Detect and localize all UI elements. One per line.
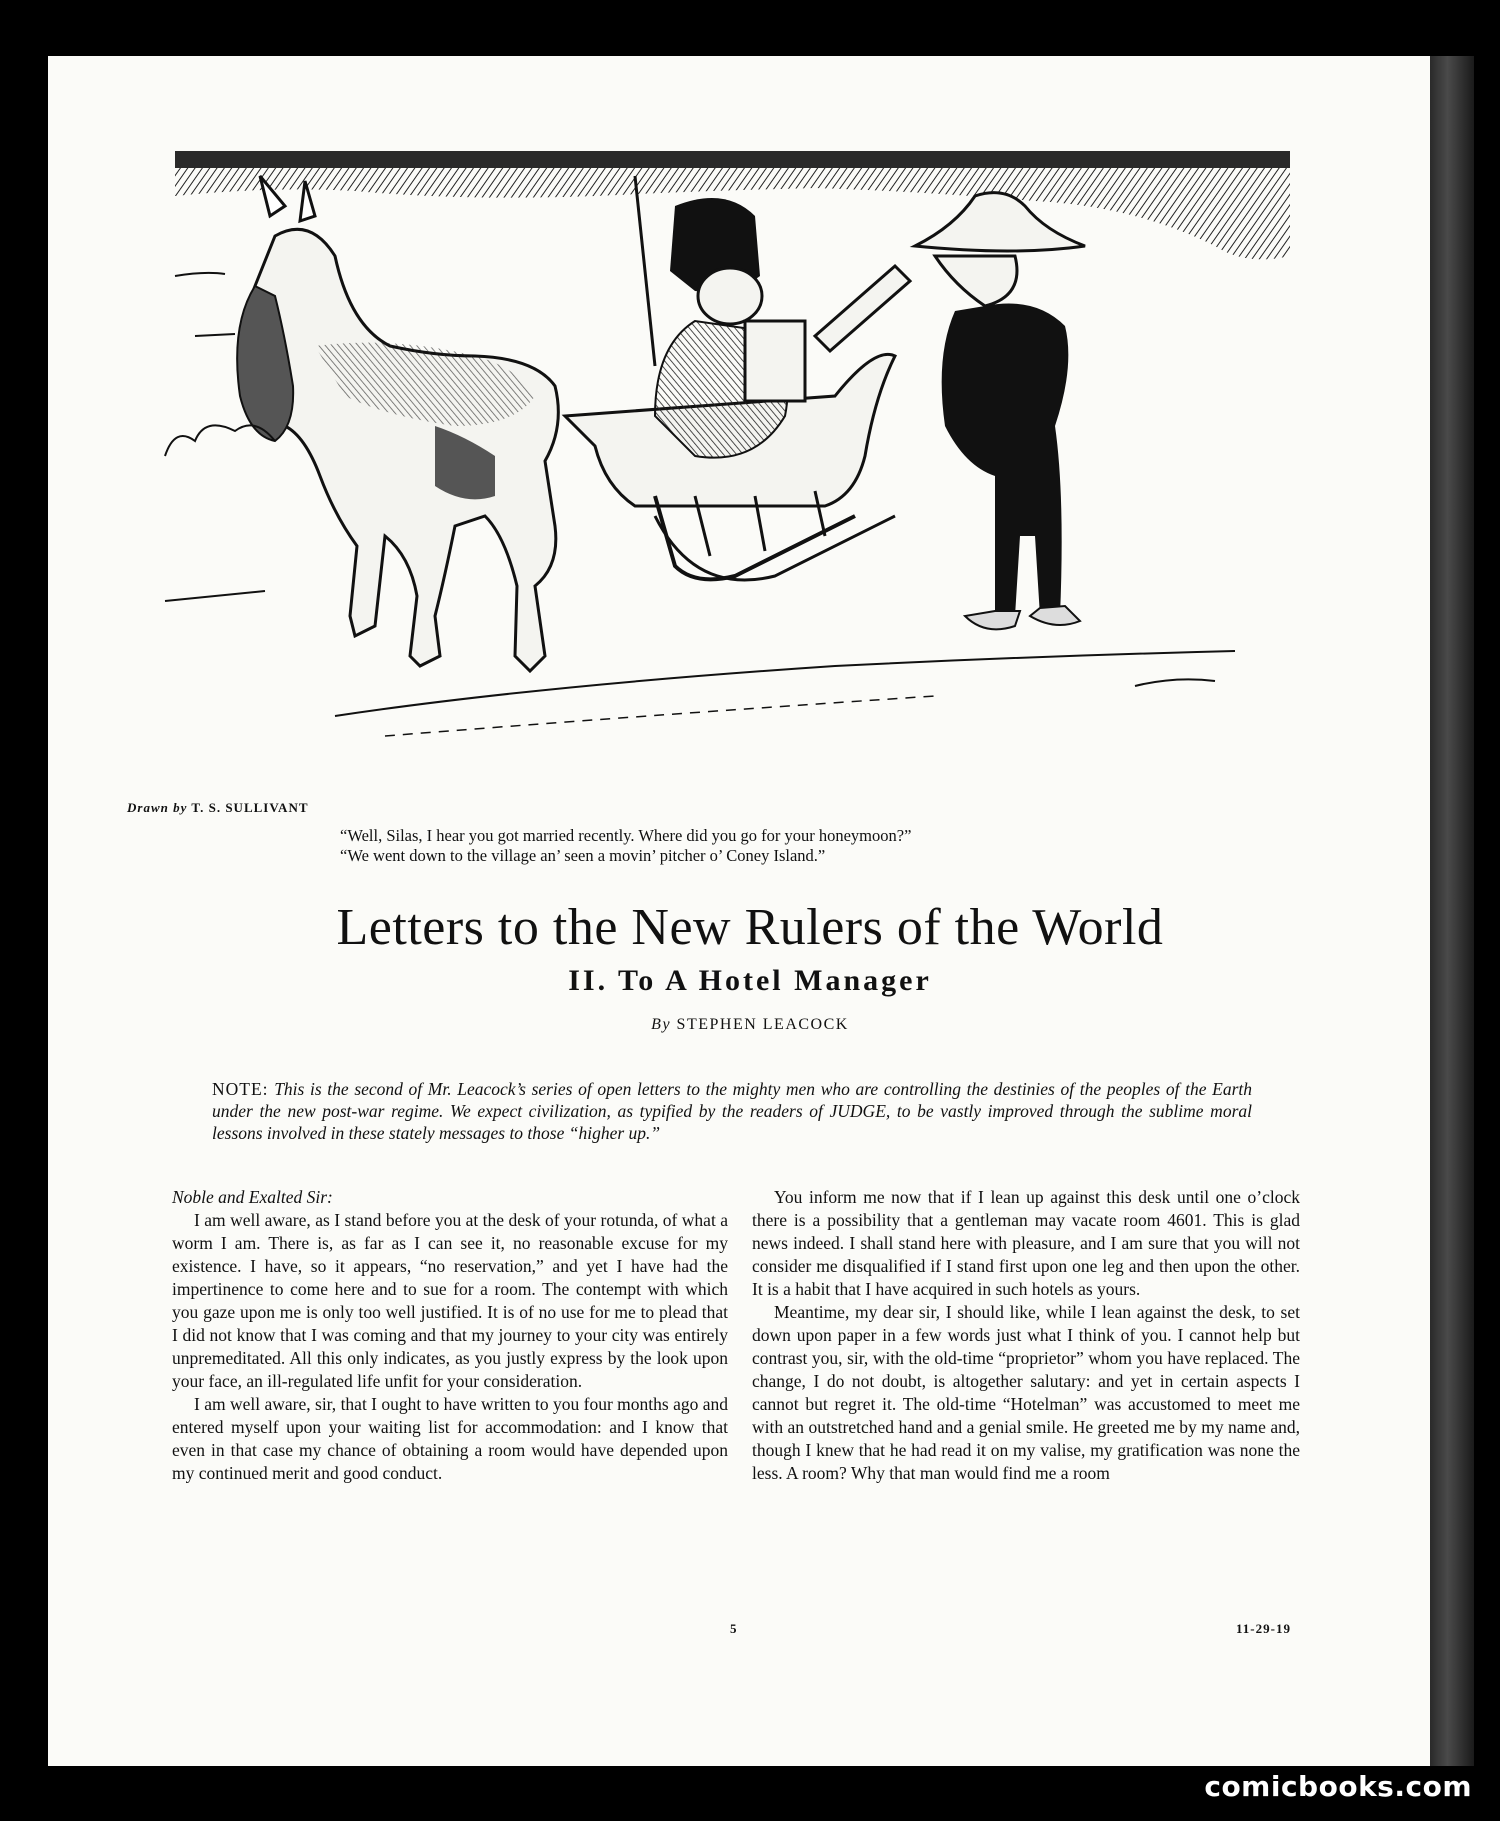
- article-subtitle: II. To A Hotel Manager: [568, 964, 932, 997]
- illustration-credit: [127, 800, 309, 816]
- article-column-left: [172, 1186, 728, 1485]
- body-paragraph: Meantime, my dear sir, I should like, while I lean against the desk, to set down upon paper in a few words just what I think of you. I cannot help but contrast you, sir, with the old-time “proprietor” whom you have replaced. The change, I do not doubt, is altogether salutary: and yet in certain aspects I cannot but regret it. The old-time “Hotelman” was accustomed to meet me with an outstretched hand and a genial smile. He greeted me by my name and, though I knew that he had read it on my valise, my gratification was none the less. A room? Why that man would find me a room: [752, 1302, 1300, 1483]
- body-paragraph: I am well aware, sir, that I ought to have written to you four months ago and entered myself upon your waiting list for accommodation: and I know that even in that case my chance of obtaining a room would have depended upon my continued merit and good conduct.: [172, 1394, 728, 1483]
- body-paragraph: I am well aware, as I stand before you at the desk of your rotunda, of what a worm I am. There is, as far as I can see it, no reasonable excuse for my existence. I have, so it appears, “no reservation,” and yet I have had the impertinence to come here and to sue for a room. The contempt with which you gaze upon me is only too well justified. It is of no use for me to plead that I did not know that I was coming and that my journey to your city was entirely unpremeditated. All this only indicates, as you justly express by the look upon your face, an ill-regulated life unfit for your consideration.: [172, 1210, 728, 1391]
- caption-line-2: “We went down to the village an’ seen a movin’ pitcher o’ Coney Island.”: [340, 846, 826, 865]
- body-paragraph: You inform me now that if I lean up against this desk until one o’clock there is a possibility that a gentleman may vacate room 4601. This is glad news indeed. I shall stand here with pleasure, and I am sure that you will not consider me disqualified if I stand first upon one leg and then upon the other. It is a habit that I have acquired in such hotels as yours.: [752, 1187, 1300, 1299]
- editor-note: [212, 1078, 1252, 1144]
- horse-figure: [237, 176, 558, 671]
- page-number: 5: [730, 1621, 737, 1636]
- article-byline: [0, 1016, 1500, 1034]
- credit-artist: T. S. SULLIVANT: [191, 800, 309, 815]
- note-label: NOTE:: [212, 1079, 269, 1099]
- issue-date-code: 11-29-19: [1236, 1621, 1291, 1636]
- article-column-right: [752, 1186, 1300, 1485]
- credit-prefix: Drawn by: [127, 800, 188, 815]
- cartoon-illustration: [135, 96, 1290, 786]
- article-title: Letters to the New Rulers of the World: [336, 899, 1164, 956]
- farmer-figure: [915, 193, 1085, 630]
- site-watermark: comicbooks.com: [1204, 1770, 1472, 1803]
- note-text: This is the second of Mr. Leacock’s series of open letters to the mighty men who are controlling the destinies of the peoples of the Earth under the new post-war regime. We expect civilization, as typified by the readers of JUDGE, to be vastly improved through the sublime moral lessons involved in these stately messages to those “higher up.”: [212, 1079, 1253, 1143]
- author-name: STEPHEN LEACOCK: [676, 1016, 849, 1033]
- illustration-caption: [340, 826, 1140, 866]
- caption-line-1: “Well, Silas, I hear you got married recently. Where did you go for your honeymoon?”: [340, 826, 912, 845]
- salutation: Noble and Exalted Sir:: [172, 1187, 333, 1207]
- byline-prefix: By: [651, 1016, 672, 1033]
